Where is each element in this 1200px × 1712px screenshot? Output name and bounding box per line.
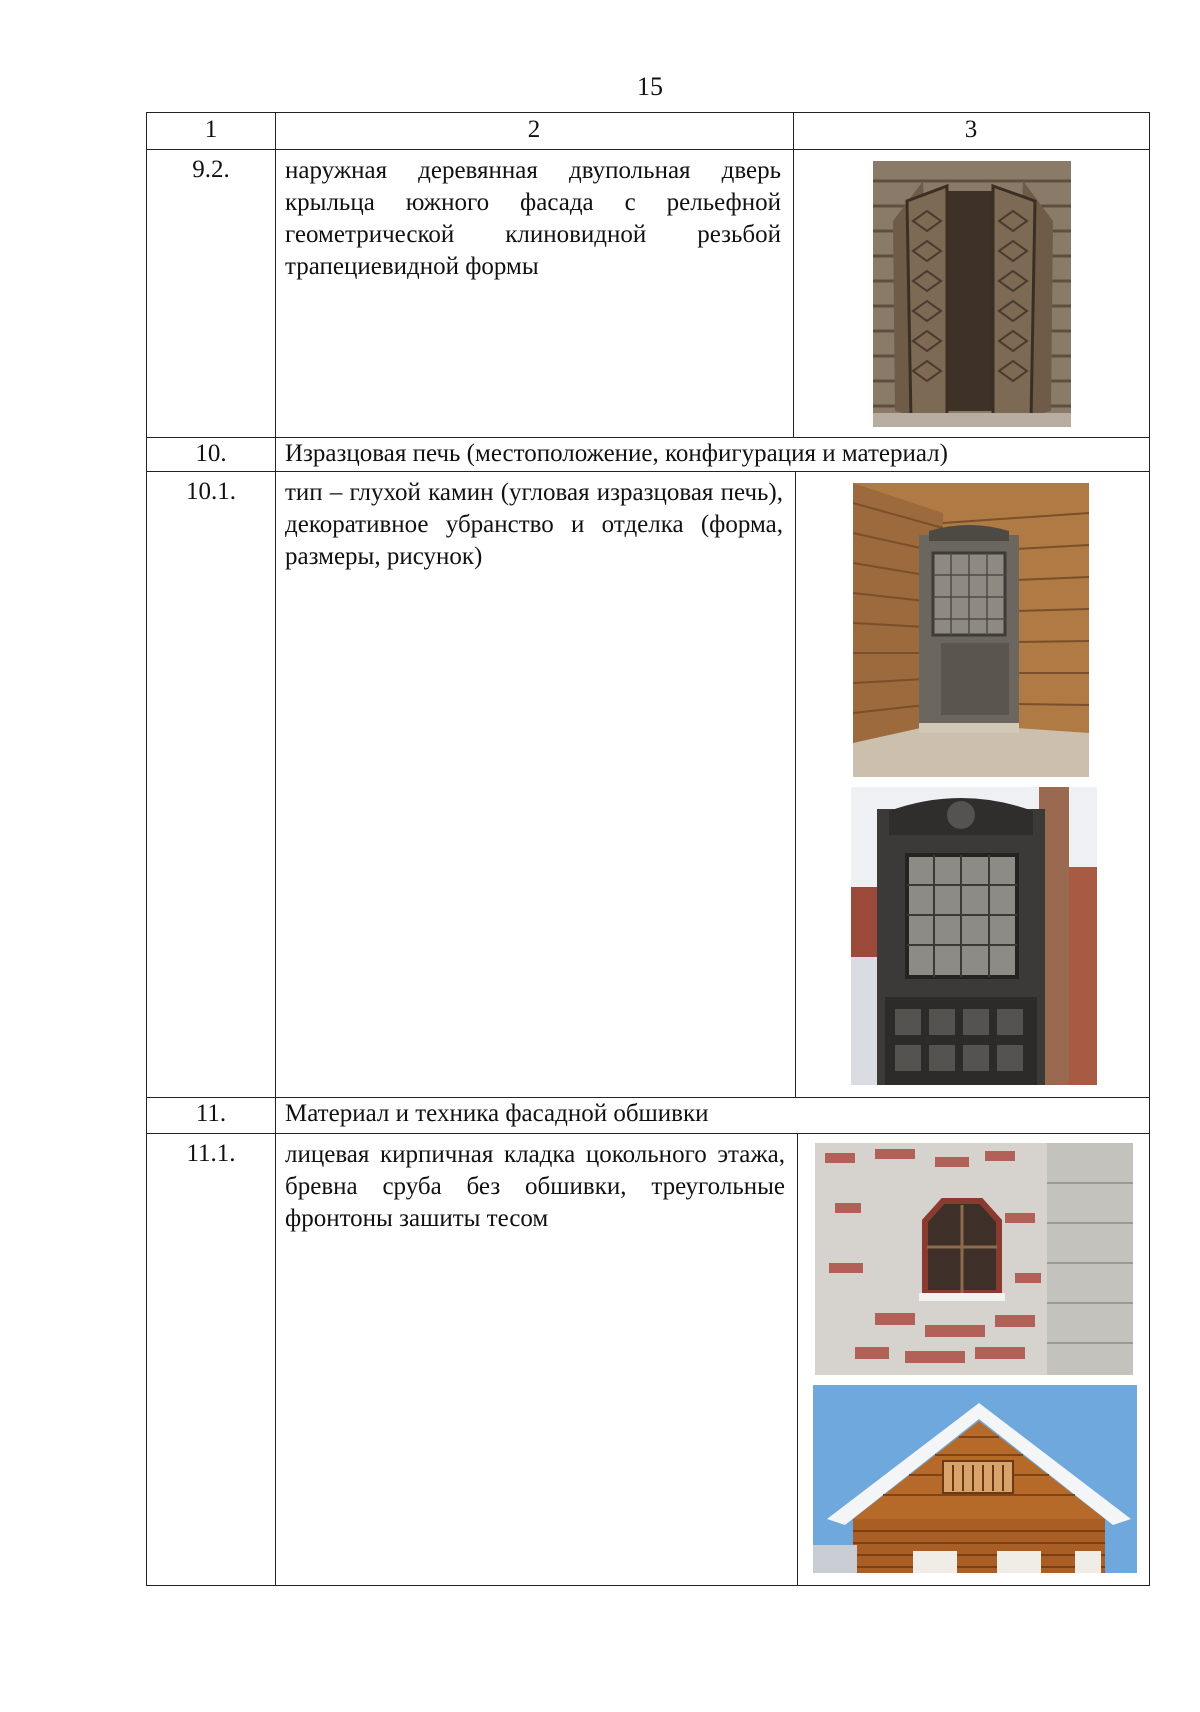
section-number: 10. [195,440,227,467]
section-title: Изразцовая печь (местоположение, конфигурация и материал) [285,440,948,467]
row-description: наружная деревянная двупольная дверь крыльца южного фасада с рельефной геометрической клиновидной резьбой трапециевидной формы [285,157,781,280]
section-row [147,437,1149,471]
header-cell: 3 [964,116,978,143]
row-description: лицевая кирпичная кладка цокольного этажа, бревна сруба без обшивки, треугольные фронтоны зашиты тесом [285,1141,785,1232]
document-table [146,112,1150,1586]
table-row [147,1133,1149,1585]
brick-wall-window-photo [815,1143,1133,1375]
header-row [147,113,1149,149]
table-row [147,149,1149,437]
carved-double-door-photo [873,161,1071,427]
header-cell: 2 [527,116,541,143]
row-number: 9.2. [192,156,230,183]
section-row [147,1097,1149,1133]
tiled-stove-interior-photo [853,483,1089,777]
row-number: 10.1. [186,478,236,505]
log-house-gable-photo [813,1385,1137,1573]
section-title: Материал и техника фасадной обшивки [285,1100,709,1127]
row-description: тип – глухой камин (угловая изразцовая печь), декоративное убранство и отделка (форма, размеры, рисунок) [285,479,783,570]
page-number: 15 [637,72,663,101]
table-row [147,471,1149,1097]
section-number: 11. [195,1100,227,1127]
header-cell: 1 [204,116,218,143]
tiled-stove-closeup-photo [851,787,1097,1085]
row-number: 11.1. [186,1140,236,1167]
